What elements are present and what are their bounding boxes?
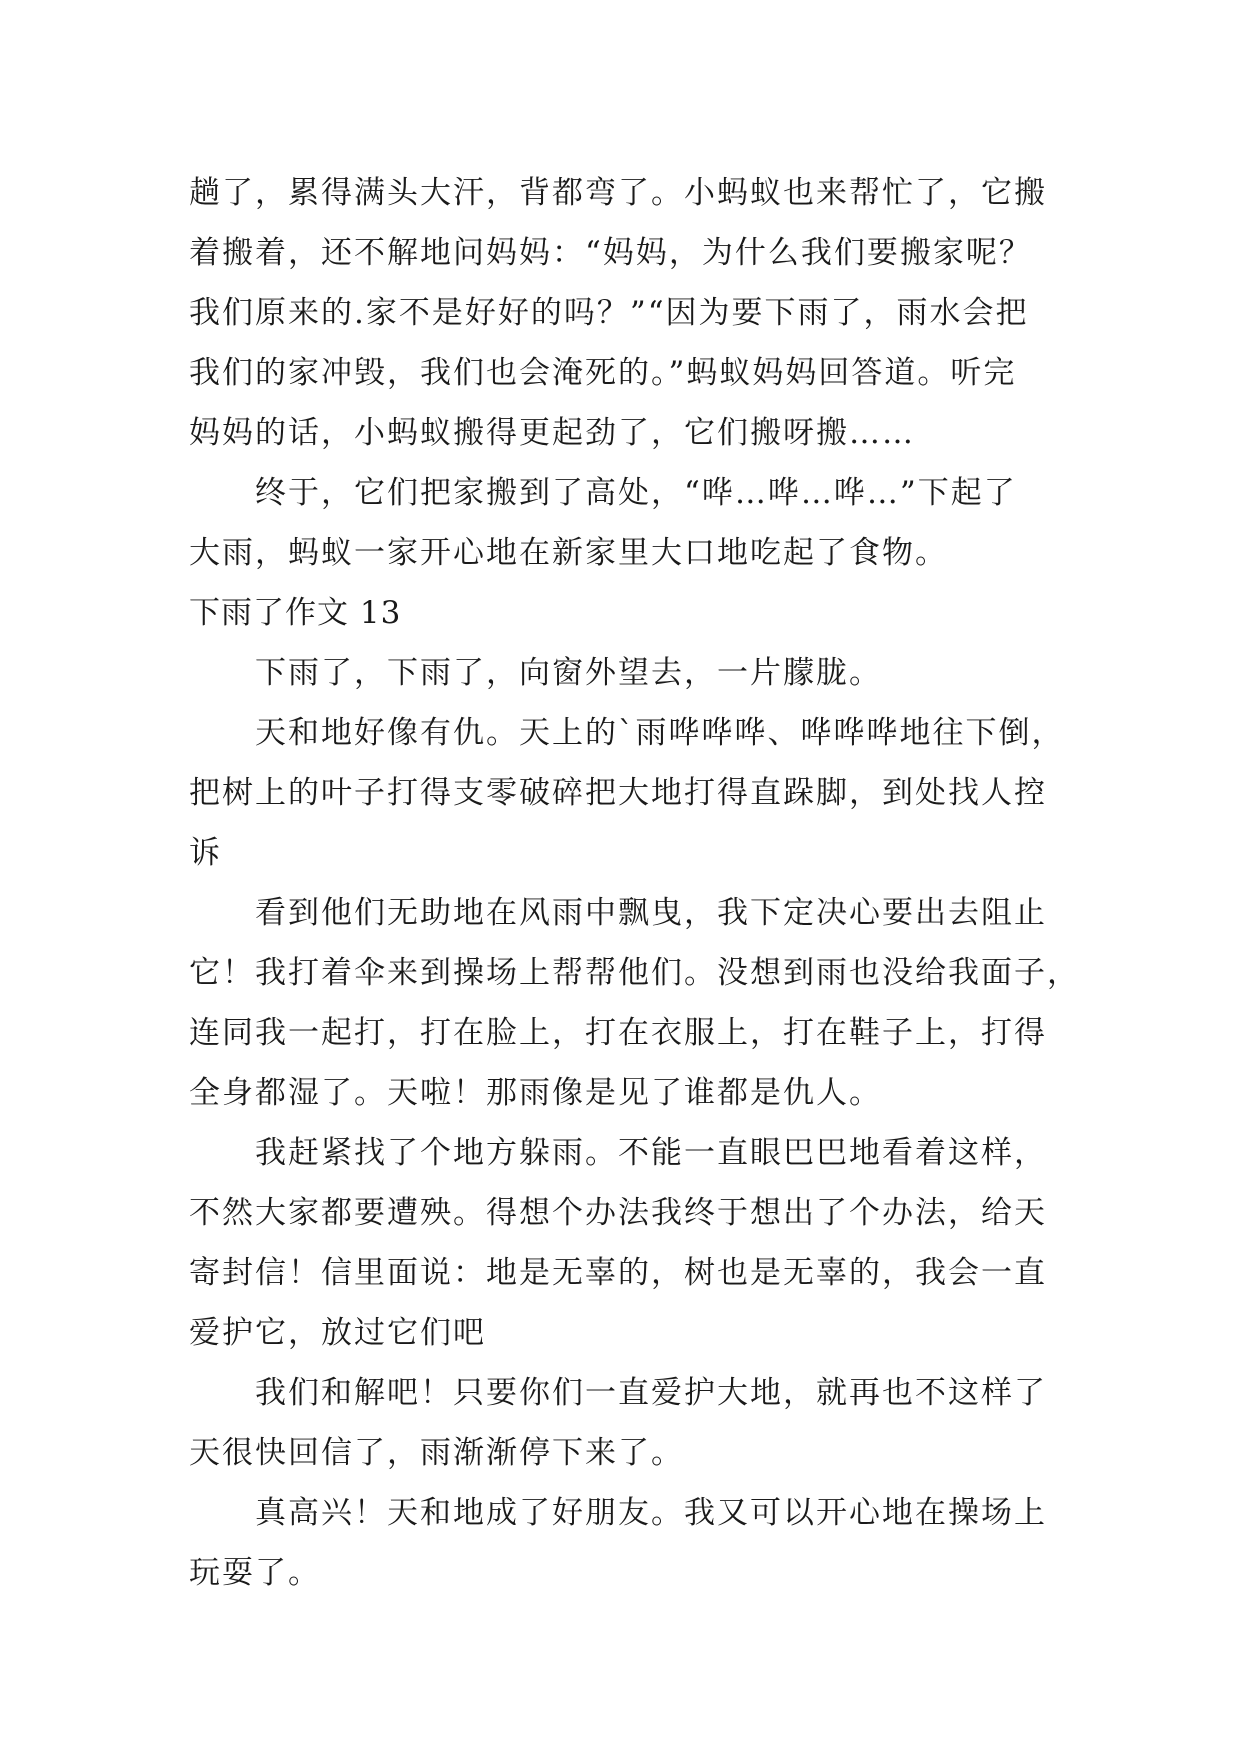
text-line: 诉	[189, 835, 222, 871]
text-line: 着搬着，还不解地问妈妈：“妈妈，为什么我们要搬家呢？	[189, 235, 1032, 271]
text-line: 我们的家冲毁，我们也会淹死的。”蚂蚁妈妈回答道。听完	[189, 355, 1017, 391]
text-line: 妈妈的话，小蚂蚁搬得更起劲了，它们搬呀搬……	[189, 415, 915, 451]
paragraph	[189, 883, 1080, 1123]
text-line: 全身都湿了。天啦！那雨像是见了谁都是仇人。	[189, 1075, 882, 1111]
text-line: 趟了，累得满头大汗，背都弯了。小蚂蚁也来帮忙了，它搬	[189, 175, 1047, 211]
section-heading: 下雨了作文 13	[189, 595, 402, 631]
text-line: 它！我打着伞来到操场上帮帮他们。没想到雨也没给我面子，	[189, 955, 1080, 991]
text-line: 爱护它，放过它们吧	[189, 1315, 486, 1351]
text-line: 看到他们无助地在风雨中飘曳，我下定决心要出去阻止	[255, 895, 1047, 931]
paragraph	[189, 643, 1069, 703]
text-line: 我赶紧找了个地方躲雨。不能一直眼巴巴地看着这样，	[255, 1135, 1047, 1171]
text-line: 天很快回信了，雨渐渐停下来了。	[189, 1435, 684, 1471]
text-line: 终于，它们把家搬到了高处，“哗…哗…哗…”下起了	[255, 475, 1017, 511]
text-line: 寄封信！信里面说：地是无辜的，树也是无辜的，我会一直	[189, 1255, 1047, 1291]
paragraph	[189, 163, 1069, 463]
paragraph	[189, 463, 1069, 583]
text-line: 不然大家都要遭殃。得想个办法我终于想出了个办法，给天	[189, 1195, 1047, 1231]
text-line: 我们原来的.家不是好好的吗？”“因为要下雨了，雨水会把	[189, 295, 1029, 331]
text-line: 玩耍了。	[189, 1555, 321, 1591]
document-body	[189, 163, 1080, 1603]
text-line: 真高兴！天和地成了好朋友。我又可以开心地在操场上	[255, 1495, 1047, 1531]
text-line: 我们和解吧！只要你们一直爱护大地，就再也不这样了	[255, 1375, 1047, 1411]
text-line: 天和地好像有仇。天上的`雨哗哗哗、哗哗哗地往下倒，	[255, 715, 1065, 751]
text-line: 大雨，蚂蚁一家开心地在新家里大口地吃起了食物。	[189, 535, 948, 571]
paragraph	[189, 703, 1069, 883]
text-line: 下雨了，下雨了，向窗外望去，一片朦胧。	[255, 655, 882, 691]
text-line: 把树上的叶子打得支零破碎把大地打得直跺脚，到处找人控	[189, 775, 1047, 811]
text-line: 连同我一起打，打在脸上，打在衣服上，打在鞋子上，打得	[189, 1015, 1047, 1051]
paragraph	[189, 1363, 1069, 1483]
paragraph	[189, 1123, 1069, 1363]
paragraph	[189, 1483, 1069, 1603]
